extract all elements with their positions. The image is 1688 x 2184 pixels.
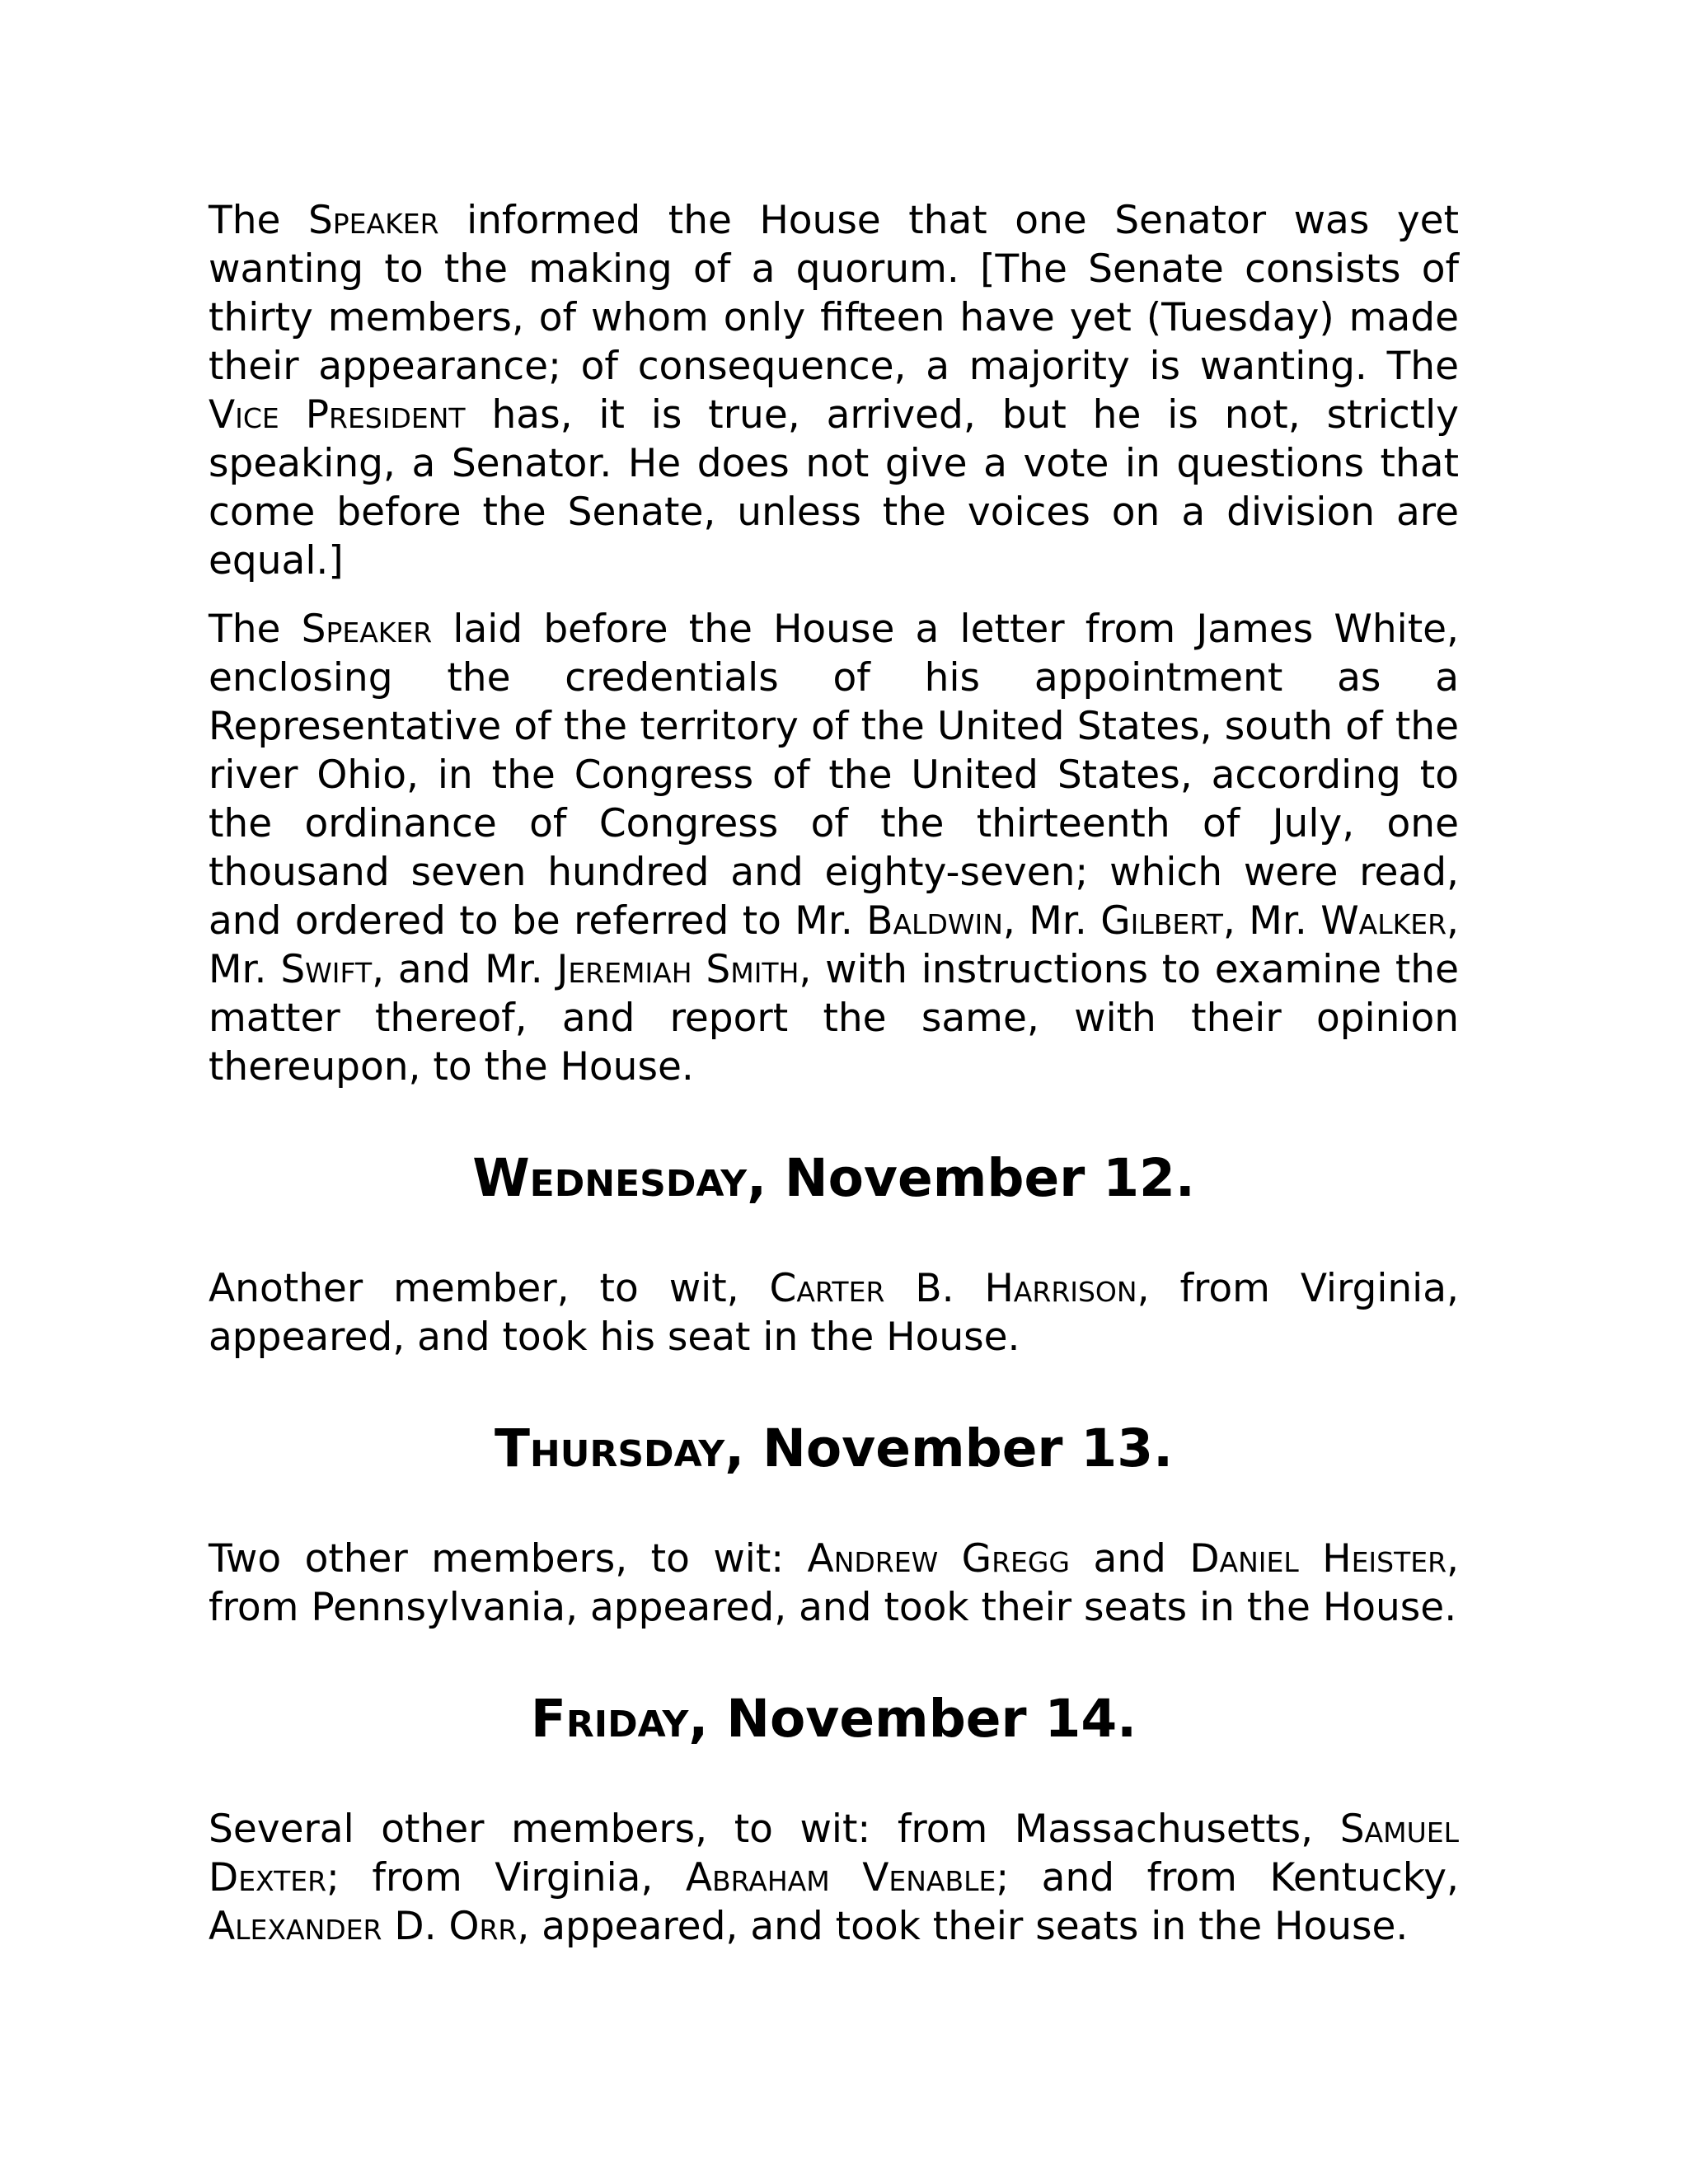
member-name: Alexander bbox=[209, 1904, 382, 1949]
member-name: Walker bbox=[1320, 898, 1447, 944]
text-run: , Mr. bbox=[209, 898, 1459, 992]
speaker-name: Speaker bbox=[307, 198, 439, 243]
text-run: Two other members, to wit: bbox=[209, 1536, 808, 1582]
text-run: ; from Virginia, bbox=[326, 1855, 686, 1900]
member-name: Harrison bbox=[984, 1266, 1137, 1311]
paragraph-friday bbox=[209, 1805, 1459, 1951]
member-name: Swift bbox=[280, 947, 373, 992]
paragraph-james-white-letter bbox=[209, 605, 1459, 1091]
speaker-name: Speaker bbox=[301, 607, 433, 652]
member-name: Samuel Dexter bbox=[209, 1807, 1459, 1900]
text-run: , from Pennsylvania, appeared, and took their seats in the House. bbox=[209, 1536, 1459, 1630]
member-name: Daniel Heister bbox=[1189, 1536, 1447, 1582]
text-run: Several other members, to wit: from Massachusetts, bbox=[209, 1807, 1340, 1852]
text-run: , and Mr. bbox=[372, 947, 557, 992]
text-run: , appeared, and took their seats in the House. bbox=[517, 1904, 1409, 1949]
text-run: Another member, to wit, bbox=[209, 1266, 770, 1311]
member-name: Orr bbox=[448, 1904, 518, 1949]
text-run: and bbox=[1070, 1536, 1190, 1582]
member-name: Andrew Gregg bbox=[807, 1536, 1071, 1582]
member-name: Gilbert bbox=[1100, 898, 1223, 944]
paragraph-wednesday bbox=[209, 1264, 1459, 1361]
text-run: has, it is true, arrived, but he is not, strictly speaking, a Senator. He does not give a vote in questions that come before the Senate, unless the voices on a division are equal.] bbox=[209, 392, 1460, 583]
text-run: , from Virginia, appeared, and took his seat in the House. bbox=[209, 1266, 1459, 1360]
text-run: , Mr. bbox=[1002, 898, 1101, 944]
text-run: B. bbox=[884, 1266, 985, 1311]
member-name: Abraham Venable bbox=[685, 1855, 996, 1900]
paragraph-thursday bbox=[209, 1535, 1459, 1632]
heading-day: Wednesday bbox=[472, 1148, 748, 1208]
text-run: laid before the House a letter from James White, enclosing the credentials of his appointment as a Representative of the territory of the United States, south of the river Ohio, in the Congress of the United States, according to the ordinance of Congress of the thirteenth of July, one thousand seven hundred and eighty-seven; which were read, and ordered to be referred to Mr. bbox=[209, 607, 1459, 944]
document-page bbox=[209, 196, 1459, 1951]
heading-day: Thursday bbox=[494, 1418, 725, 1479]
paragraph-quorum bbox=[209, 196, 1459, 585]
vice-president-title: Vice President bbox=[209, 392, 466, 438]
section-heading-friday bbox=[209, 1690, 1459, 1749]
member-name: Baldwin bbox=[866, 898, 1003, 944]
text-run: D. bbox=[382, 1904, 449, 1949]
text-run: The bbox=[209, 607, 302, 652]
text-run: , with instructions to examine the matter thereof, and report the same, with their opinion thereupon, to the House. bbox=[209, 947, 1460, 1090]
text-run: informed the House that one Senator was yet wanting to the making of a quorum. [The Senate consists of thirty members, of whom only fifteen have yet (Tuesday) made their appearance; of consequence, a majority is wanting. The bbox=[209, 198, 1459, 389]
heading-date: , November 14. bbox=[688, 1689, 1137, 1749]
member-name: Carter bbox=[769, 1266, 885, 1311]
text-run: The bbox=[209, 198, 308, 243]
text-run: , Mr. bbox=[1222, 898, 1321, 944]
section-heading-thursday bbox=[209, 1419, 1459, 1479]
heading-date: , November 13. bbox=[724, 1418, 1174, 1479]
section-heading-wednesday bbox=[209, 1149, 1459, 1208]
heading-day: Friday bbox=[530, 1689, 689, 1749]
heading-date: , November 12. bbox=[747, 1148, 1195, 1208]
text-run: ; and from Kentucky, bbox=[996, 1855, 1459, 1900]
member-name: Jeremiah Smith bbox=[556, 947, 799, 992]
